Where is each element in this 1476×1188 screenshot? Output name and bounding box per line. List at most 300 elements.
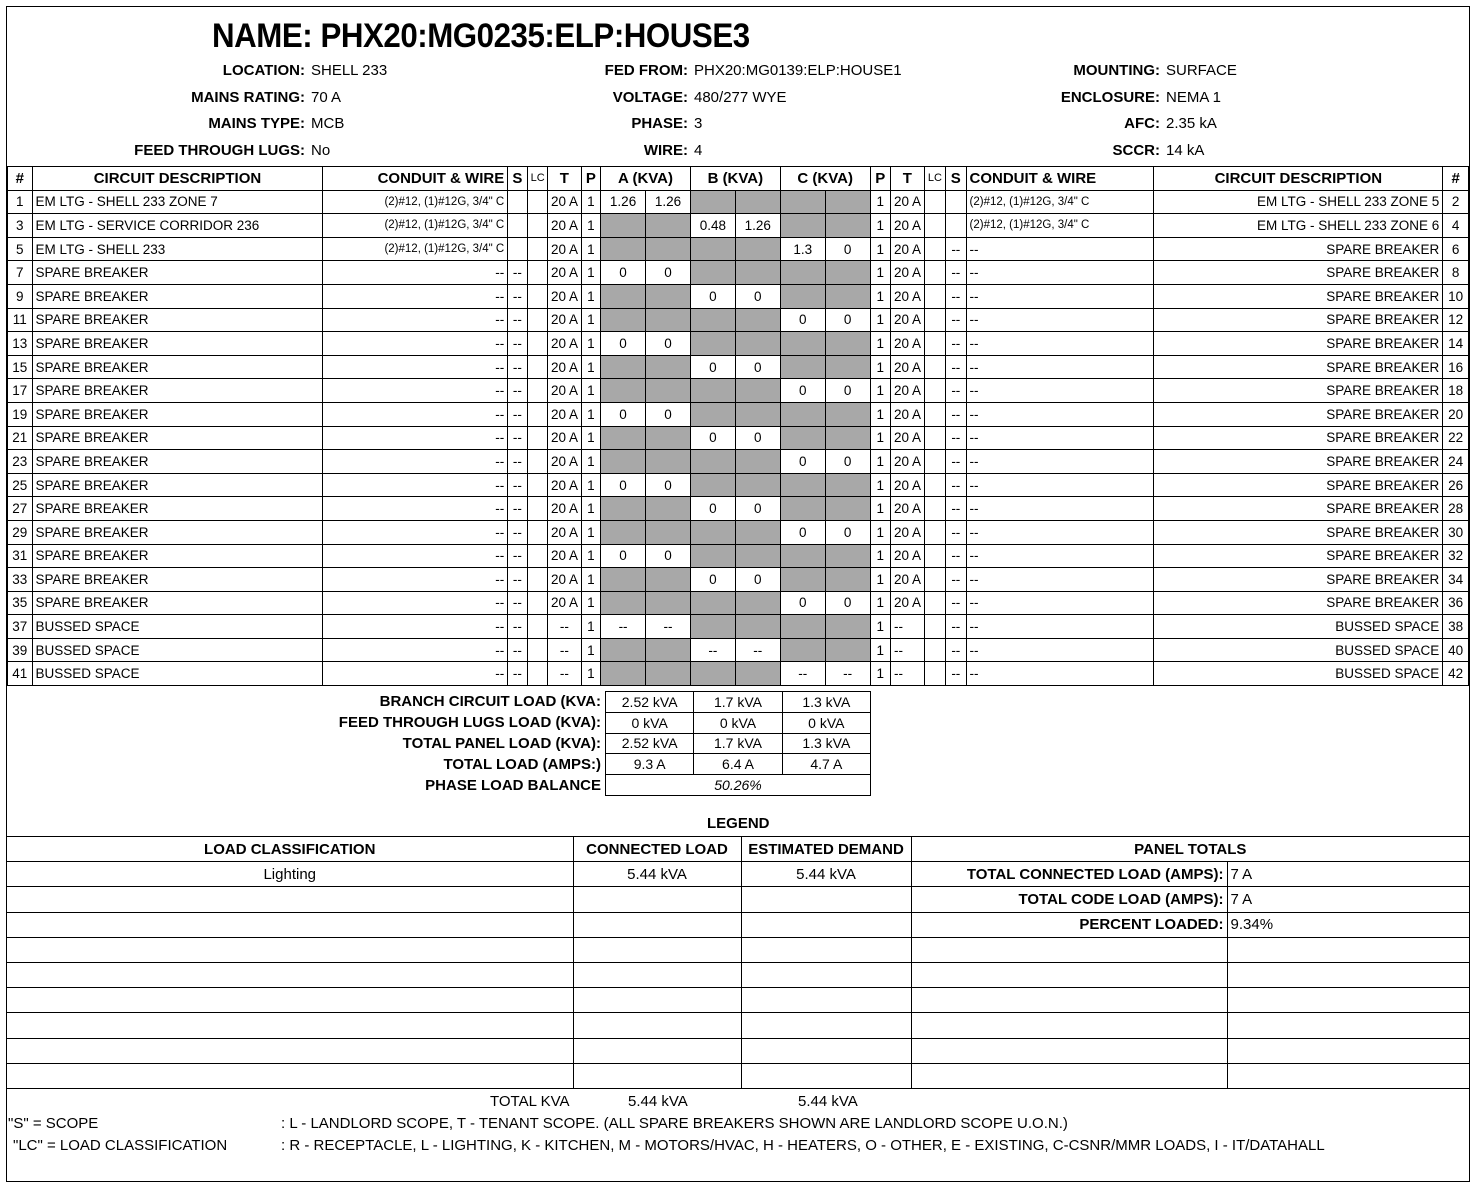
conduit-wire-right: -- [966, 473, 1154, 497]
feed-load-a: 0 kVA [606, 712, 694, 733]
legend-demand-header: ESTIMATED DEMAND [741, 837, 911, 862]
load-class-right [924, 190, 945, 214]
feed-through-value: No [311, 142, 331, 159]
load-class-left [527, 497, 547, 521]
header-phase-c: C (KVA) [780, 167, 870, 191]
header-desc-right: CIRCUIT DESCRIPTION [1154, 167, 1443, 191]
circuit-number-right: 34 [1443, 568, 1469, 592]
circuit-number-right: 24 [1443, 450, 1469, 474]
load-class-key: "LC" = LOAD CLASSIFICATION [13, 1137, 228, 1154]
load-class-connected [573, 1013, 741, 1038]
circuit-number-right: 20 [1443, 402, 1469, 426]
circuit-number-right: 26 [1443, 473, 1469, 497]
circuit-number-left: 37 [8, 615, 33, 639]
circuit-row [8, 544, 1469, 568]
legend-table [7, 836, 1469, 1089]
circuit-description-left: SPARE BREAKER [32, 568, 323, 592]
legend-row [7, 912, 1469, 937]
phase-c-inactive-left [780, 638, 825, 662]
load-class-left [527, 473, 547, 497]
scope-left [508, 237, 527, 261]
legend-row [7, 887, 1469, 912]
poles-left: 1 [581, 450, 600, 474]
location-value: SHELL 233 [311, 62, 388, 79]
load-class-left [527, 426, 547, 450]
phase-c-load-left: 0 [780, 379, 825, 403]
circuit-number-right: 28 [1443, 497, 1469, 521]
scope-left: -- [508, 450, 527, 474]
conduit-wire-left: -- [323, 568, 508, 592]
scope-left: -- [508, 568, 527, 592]
legend-row [7, 1013, 1469, 1038]
circuit-row [8, 568, 1469, 592]
circuit-description-right: SPARE BREAKER [1154, 379, 1443, 403]
trip-left: 20 A [548, 237, 582, 261]
load-class-right [924, 379, 945, 403]
circuit-number-right: 16 [1443, 355, 1469, 379]
sccr-label: SCCR: [1112, 142, 1160, 159]
phase-b-load-left: 0 [690, 568, 735, 592]
voltage-value: 480/277 WYE [694, 89, 787, 106]
trip-right: 20 A [890, 190, 924, 214]
load-summary-table [605, 691, 871, 796]
conduit-wire-left: -- [323, 450, 508, 474]
load-class-connected [573, 1038, 741, 1063]
trip-left: 20 A [548, 261, 582, 285]
trip-right: 20 A [890, 426, 924, 450]
load-class-demand [741, 1063, 911, 1088]
circuit-number-left: 35 [8, 591, 33, 615]
conduit-wire-left: (2)#12, (1)#12G, 3/4" C [323, 237, 508, 261]
circuit-row [8, 190, 1469, 214]
total-panel-load-row [606, 733, 871, 754]
load-class-left [527, 355, 547, 379]
trip-right: 20 A [890, 568, 924, 592]
phase-a-inactive-right [646, 662, 691, 686]
load-class-connected: 5.44 kVA [573, 862, 741, 887]
mounting-label: MOUNTING: [1073, 62, 1160, 79]
scope-right: -- [946, 568, 966, 592]
panel-total-label [911, 1038, 1227, 1063]
poles-left: 1 [581, 402, 600, 426]
total-amps-row [606, 754, 871, 775]
circuit-number-right: 8 [1443, 261, 1469, 285]
conduit-wire-left: -- [323, 402, 508, 426]
load-class-right [924, 638, 945, 662]
poles-right: 1 [870, 520, 890, 544]
enclosure-value: NEMA 1 [1166, 89, 1222, 106]
conduit-wire-right: -- [966, 615, 1154, 639]
scope-right: -- [946, 237, 966, 261]
afc-label: AFC: [1124, 115, 1160, 132]
phase-b-load-right: 0 [735, 497, 780, 521]
circuit-number-left: 17 [8, 379, 33, 403]
load-class-name [7, 1013, 573, 1038]
scope-right: -- [946, 261, 966, 285]
trip-right: 20 A [890, 591, 924, 615]
trip-right: 20 A [890, 237, 924, 261]
conduit-wire-left: -- [323, 520, 508, 544]
conduit-wire-left: -- [323, 591, 508, 615]
phase-c-inactive-right [825, 568, 870, 592]
feed-through-label: FEED THROUGH LUGS: [134, 142, 305, 159]
phase-a-load-left: -- [601, 615, 646, 639]
scope-right: -- [946, 638, 966, 662]
scope-right: -- [946, 497, 966, 521]
conduit-wire-right: -- [966, 308, 1154, 332]
poles-left: 1 [581, 638, 600, 662]
circuit-description-right: SPARE BREAKER [1154, 308, 1443, 332]
trip-left: 20 A [548, 284, 582, 308]
panel-total-label [911, 988, 1227, 1013]
circuit-number-right: 6 [1443, 237, 1469, 261]
phase-a-inactive-left [601, 450, 646, 474]
circuit-row [8, 237, 1469, 261]
phase-c-inactive-left [780, 497, 825, 521]
mains-rating-label: MAINS RATING: [191, 89, 305, 106]
phase-c-inactive-right [825, 615, 870, 639]
load-class-connected [573, 962, 741, 987]
circuit-row [8, 615, 1469, 639]
phase-b-inactive-left [690, 473, 735, 497]
circuit-row [8, 402, 1469, 426]
circuit-row [8, 332, 1469, 356]
phase-b-load-left: -- [690, 638, 735, 662]
trip-right: 20 A [890, 402, 924, 426]
circuit-description-right: SPARE BREAKER [1154, 284, 1443, 308]
legend-title: LEGEND [707, 815, 770, 832]
circuit-number-left: 29 [8, 520, 33, 544]
circuit-number-right: 4 [1443, 214, 1469, 238]
circuit-number-left: 13 [8, 332, 33, 356]
phase-balance-row [606, 775, 871, 796]
load-class-name [7, 912, 573, 937]
phase-b-load-left: 0 [690, 355, 735, 379]
load-class-left [527, 450, 547, 474]
fed-from-value: PHX20:MG0139:ELP:HOUSE1 [694, 62, 902, 79]
legend-row [7, 1038, 1469, 1063]
poles-left: 1 [581, 497, 600, 521]
poles-right: 1 [870, 308, 890, 332]
load-class-right [924, 520, 945, 544]
circuit-description-left: SPARE BREAKER [32, 473, 323, 497]
circuit-description-right: BUSSED SPACE [1154, 662, 1443, 686]
circuit-number-right: 40 [1443, 638, 1469, 662]
trip-right: 20 A [890, 520, 924, 544]
phase-value: 3 [694, 115, 703, 132]
panel-total-value: 7 A [1227, 862, 1469, 887]
circuit-number-right: 30 [1443, 520, 1469, 544]
phase-c-inactive-right [825, 497, 870, 521]
scope-left [508, 190, 527, 214]
phase-c-load-right: 0 [825, 450, 870, 474]
phase-a-load-left: 0 [601, 402, 646, 426]
legend-row [7, 988, 1469, 1013]
phase-b-inactive-right [735, 308, 780, 332]
trip-left: 20 A [548, 190, 582, 214]
circuit-number-left: 41 [8, 662, 33, 686]
conduit-wire-right: -- [966, 591, 1154, 615]
phase-a-load-right: 0 [646, 544, 691, 568]
mounting-value: SURFACE [1166, 62, 1237, 79]
header-cw-right: CONDUIT & WIRE [966, 167, 1154, 191]
load-class-left [527, 190, 547, 214]
scope-right: -- [946, 355, 966, 379]
legend-connected-header: CONNECTED LOAD [573, 837, 741, 862]
poles-left: 1 [581, 544, 600, 568]
legend-panel-totals-header: PANEL TOTALS [911, 837, 1469, 862]
header-cw-left: CONDUIT & WIRE [323, 167, 508, 191]
poles-left: 1 [581, 568, 600, 592]
circuit-number-left: 11 [8, 308, 33, 332]
load-class-left [527, 615, 547, 639]
load-class-name: Lighting [7, 862, 573, 887]
conduit-wire-right: -- [966, 450, 1154, 474]
scope-key: "S" = SCOPE [8, 1115, 99, 1132]
total-kva-label: TOTAL KVA [490, 1093, 570, 1110]
phase-a-load-left: 0 [601, 473, 646, 497]
load-class-connected [573, 937, 741, 962]
load-class-description: : R - RECEPTACLE, L - LIGHTING, K - KITCHEN, M - MOTORS/HVAC, H - HEATERS, O - OTHER, E - EXISTING, C-CSNR/MMR LOADS, I - IT/DATAHALL [281, 1137, 1325, 1154]
phase-a-inactive-left [601, 237, 646, 261]
scope-left: -- [508, 520, 527, 544]
wire-value: 4 [694, 142, 703, 159]
phase-a-inactive-left [601, 662, 646, 686]
trip-left: 20 A [548, 568, 582, 592]
scope-left: -- [508, 284, 527, 308]
load-class-left [527, 237, 547, 261]
poles-left: 1 [581, 520, 600, 544]
circuit-description-left: BUSSED SPACE [32, 615, 323, 639]
trip-right: 20 A [890, 308, 924, 332]
circuit-description-right: SPARE BREAKER [1154, 497, 1443, 521]
circuit-description-left: SPARE BREAKER [32, 544, 323, 568]
circuit-description-left: SPARE BREAKER [32, 450, 323, 474]
circuit-description-right: SPARE BREAKER [1154, 237, 1443, 261]
phase-c-inactive-left [780, 473, 825, 497]
trip-right: -- [890, 662, 924, 686]
phase-a-inactive-left [601, 214, 646, 238]
circuit-description-left: SPARE BREAKER [32, 379, 323, 403]
phase-a-load-right: 0 [646, 473, 691, 497]
conduit-wire-left: (2)#12, (1)#12G, 3/4" C [323, 214, 508, 238]
load-class-demand [741, 1013, 911, 1038]
trip-right: 20 A [890, 214, 924, 238]
phase-a-inactive-left [601, 426, 646, 450]
phase-a-load-right: 0 [646, 332, 691, 356]
circuit-number-left: 9 [8, 284, 33, 308]
poles-right: 1 [870, 638, 890, 662]
phase-b-load-right: -- [735, 638, 780, 662]
load-class-right [924, 497, 945, 521]
conduit-wire-right: -- [966, 662, 1154, 686]
trip-left: 20 A [548, 520, 582, 544]
scope-right: -- [946, 284, 966, 308]
poles-right: 1 [870, 568, 890, 592]
phase-a-inactive-left [601, 497, 646, 521]
load-class-right [924, 544, 945, 568]
voltage-label: VOLTAGE: [612, 89, 688, 106]
load-class-name [7, 1063, 573, 1088]
panel-total-value: 9.34% [1227, 912, 1469, 937]
phase-b-inactive-right [735, 450, 780, 474]
trip-right: 20 A [890, 379, 924, 403]
phase-c-load-right: 0 [825, 237, 870, 261]
panel-total-value [1227, 1063, 1469, 1088]
trip-right: -- [890, 615, 924, 639]
phase-a-inactive-left [601, 638, 646, 662]
load-class-right [924, 568, 945, 592]
phase-a-inactive-right [646, 591, 691, 615]
scope-left: -- [508, 615, 527, 639]
circuit-number-right: 2 [1443, 190, 1469, 214]
scope-right: -- [946, 544, 966, 568]
scope-right: -- [946, 308, 966, 332]
phase-a-inactive-right [646, 284, 691, 308]
conduit-wire-right: (2)#12, (1)#12G, 3/4" C [966, 214, 1154, 238]
phase-c-inactive-left [780, 261, 825, 285]
feed-load-label: FEED THROUGH LUGS LOAD (KVA): [338, 714, 601, 731]
circuit-number-right: 10 [1443, 284, 1469, 308]
load-class-right [924, 662, 945, 686]
scope-left: -- [508, 402, 527, 426]
phase-b-inactive-left [690, 332, 735, 356]
branch-load-row [606, 692, 871, 713]
phase-c-load-right: 0 [825, 520, 870, 544]
phase-a-inactive-right [646, 426, 691, 450]
phase-balance-label: PHASE LOAD BALANCE [425, 777, 601, 794]
phase-c-load-right: 0 [825, 308, 870, 332]
feed-load-b: 0 kVA [694, 712, 782, 733]
poles-right: 1 [870, 355, 890, 379]
circuit-description-left: BUSSED SPACE [32, 662, 323, 686]
trip-right: 20 A [890, 450, 924, 474]
load-class-right [924, 450, 945, 474]
phase-c-inactive-left [780, 615, 825, 639]
load-class-right [924, 591, 945, 615]
poles-left: 1 [581, 355, 600, 379]
legend-load-class-header: LOAD CLASSIFICATION [7, 837, 573, 862]
scope-right: -- [946, 426, 966, 450]
poles-right: 1 [870, 190, 890, 214]
panel-total-label: PERCENT LOADED: [911, 912, 1227, 937]
circuit-number-right: 12 [1443, 308, 1469, 332]
circuit-description-right: SPARE BREAKER [1154, 402, 1443, 426]
circuit-row [8, 261, 1469, 285]
trip-right: 20 A [890, 355, 924, 379]
phase-c-load-left: 1.3 [780, 237, 825, 261]
trip-left: 20 A [548, 308, 582, 332]
circuit-number-right: 42 [1443, 662, 1469, 686]
load-class-name [7, 1038, 573, 1063]
trip-right: 20 A [890, 544, 924, 568]
load-class-demand [741, 962, 911, 987]
conduit-wire-right: -- [966, 261, 1154, 285]
circuit-description-right: SPARE BREAKER [1154, 520, 1443, 544]
scope-right [946, 214, 966, 238]
phase-b-inactive-left [690, 402, 735, 426]
trip-left: 20 A [548, 497, 582, 521]
phase-a-inactive-left [601, 355, 646, 379]
trip-left: -- [548, 662, 582, 686]
circuit-description-right: SPARE BREAKER [1154, 332, 1443, 356]
phase-c-inactive-right [825, 261, 870, 285]
circuit-number-left: 33 [8, 568, 33, 592]
legend-row [7, 862, 1469, 887]
circuit-description-left: SPARE BREAKER [32, 591, 323, 615]
header-phase-a: A (KVA) [601, 167, 691, 191]
panel-name-title: NAME: PHX20:MG0235:ELP:HOUSE3 [212, 17, 750, 55]
circuit-description-right: EM LTG - SHELL 233 ZONE 6 [1154, 214, 1443, 238]
poles-right: 1 [870, 379, 890, 403]
circuit-description-left: SPARE BREAKER [32, 355, 323, 379]
circuit-description-left: EM LTG - SHELL 233 [32, 237, 323, 261]
phase-b-inactive-right [735, 615, 780, 639]
mains-rating-value: 70 A [311, 89, 342, 106]
load-class-name [7, 988, 573, 1013]
poles-left: 1 [581, 426, 600, 450]
scope-left: -- [508, 261, 527, 285]
trip-left: 20 A [548, 450, 582, 474]
poles-right: 1 [870, 473, 890, 497]
poles-left: 1 [581, 615, 600, 639]
phase-b-inactive-right [735, 402, 780, 426]
poles-right: 1 [870, 332, 890, 356]
phase-c-inactive-right [825, 332, 870, 356]
circuit-description-right: SPARE BREAKER [1154, 544, 1443, 568]
load-class-connected [573, 1063, 741, 1088]
phase-b-inactive-left [690, 450, 735, 474]
circuit-row [8, 591, 1469, 615]
circuit-description-left: SPARE BREAKER [32, 261, 323, 285]
conduit-wire-right: (2)#12, (1)#12G, 3/4" C [966, 190, 1154, 214]
phase-b-inactive-left [690, 615, 735, 639]
phase-b-load-right: 0 [735, 355, 780, 379]
load-class-connected [573, 988, 741, 1013]
phase-b-inactive-left [690, 544, 735, 568]
poles-left: 1 [581, 261, 600, 285]
panel-total-value [1227, 988, 1469, 1013]
phase-b-load-left: 0 [690, 497, 735, 521]
phase-c-inactive-right [825, 284, 870, 308]
load-class-left [527, 568, 547, 592]
circuit-description-left: SPARE BREAKER [32, 284, 323, 308]
location-label: LOCATION: [222, 62, 305, 79]
header-t-right: T [890, 167, 924, 191]
panel-total-label [911, 1013, 1227, 1038]
circuit-description-left: BUSSED SPACE [32, 638, 323, 662]
load-class-left [527, 308, 547, 332]
phase-b-load-left: 0 [690, 426, 735, 450]
trip-left: 20 A [548, 355, 582, 379]
circuit-row [8, 355, 1469, 379]
scope-left [508, 214, 527, 238]
phase-a-inactive-right [646, 237, 691, 261]
circuit-number-left: 21 [8, 426, 33, 450]
load-class-left [527, 638, 547, 662]
panel-total-value [1227, 1013, 1469, 1038]
phase-a-inactive-right [646, 520, 691, 544]
wire-label: WIRE: [643, 142, 688, 159]
phase-c-inactive-right [825, 544, 870, 568]
load-class-name [7, 937, 573, 962]
phase-c-inactive-right [825, 402, 870, 426]
header-num-right: # [1443, 167, 1469, 191]
trip-left: 20 A [548, 332, 582, 356]
total-panel-load-label: TOTAL PANEL LOAD (KVA): [402, 735, 601, 752]
poles-left: 1 [581, 284, 600, 308]
feed-load-c: 0 kVA [782, 712, 870, 733]
